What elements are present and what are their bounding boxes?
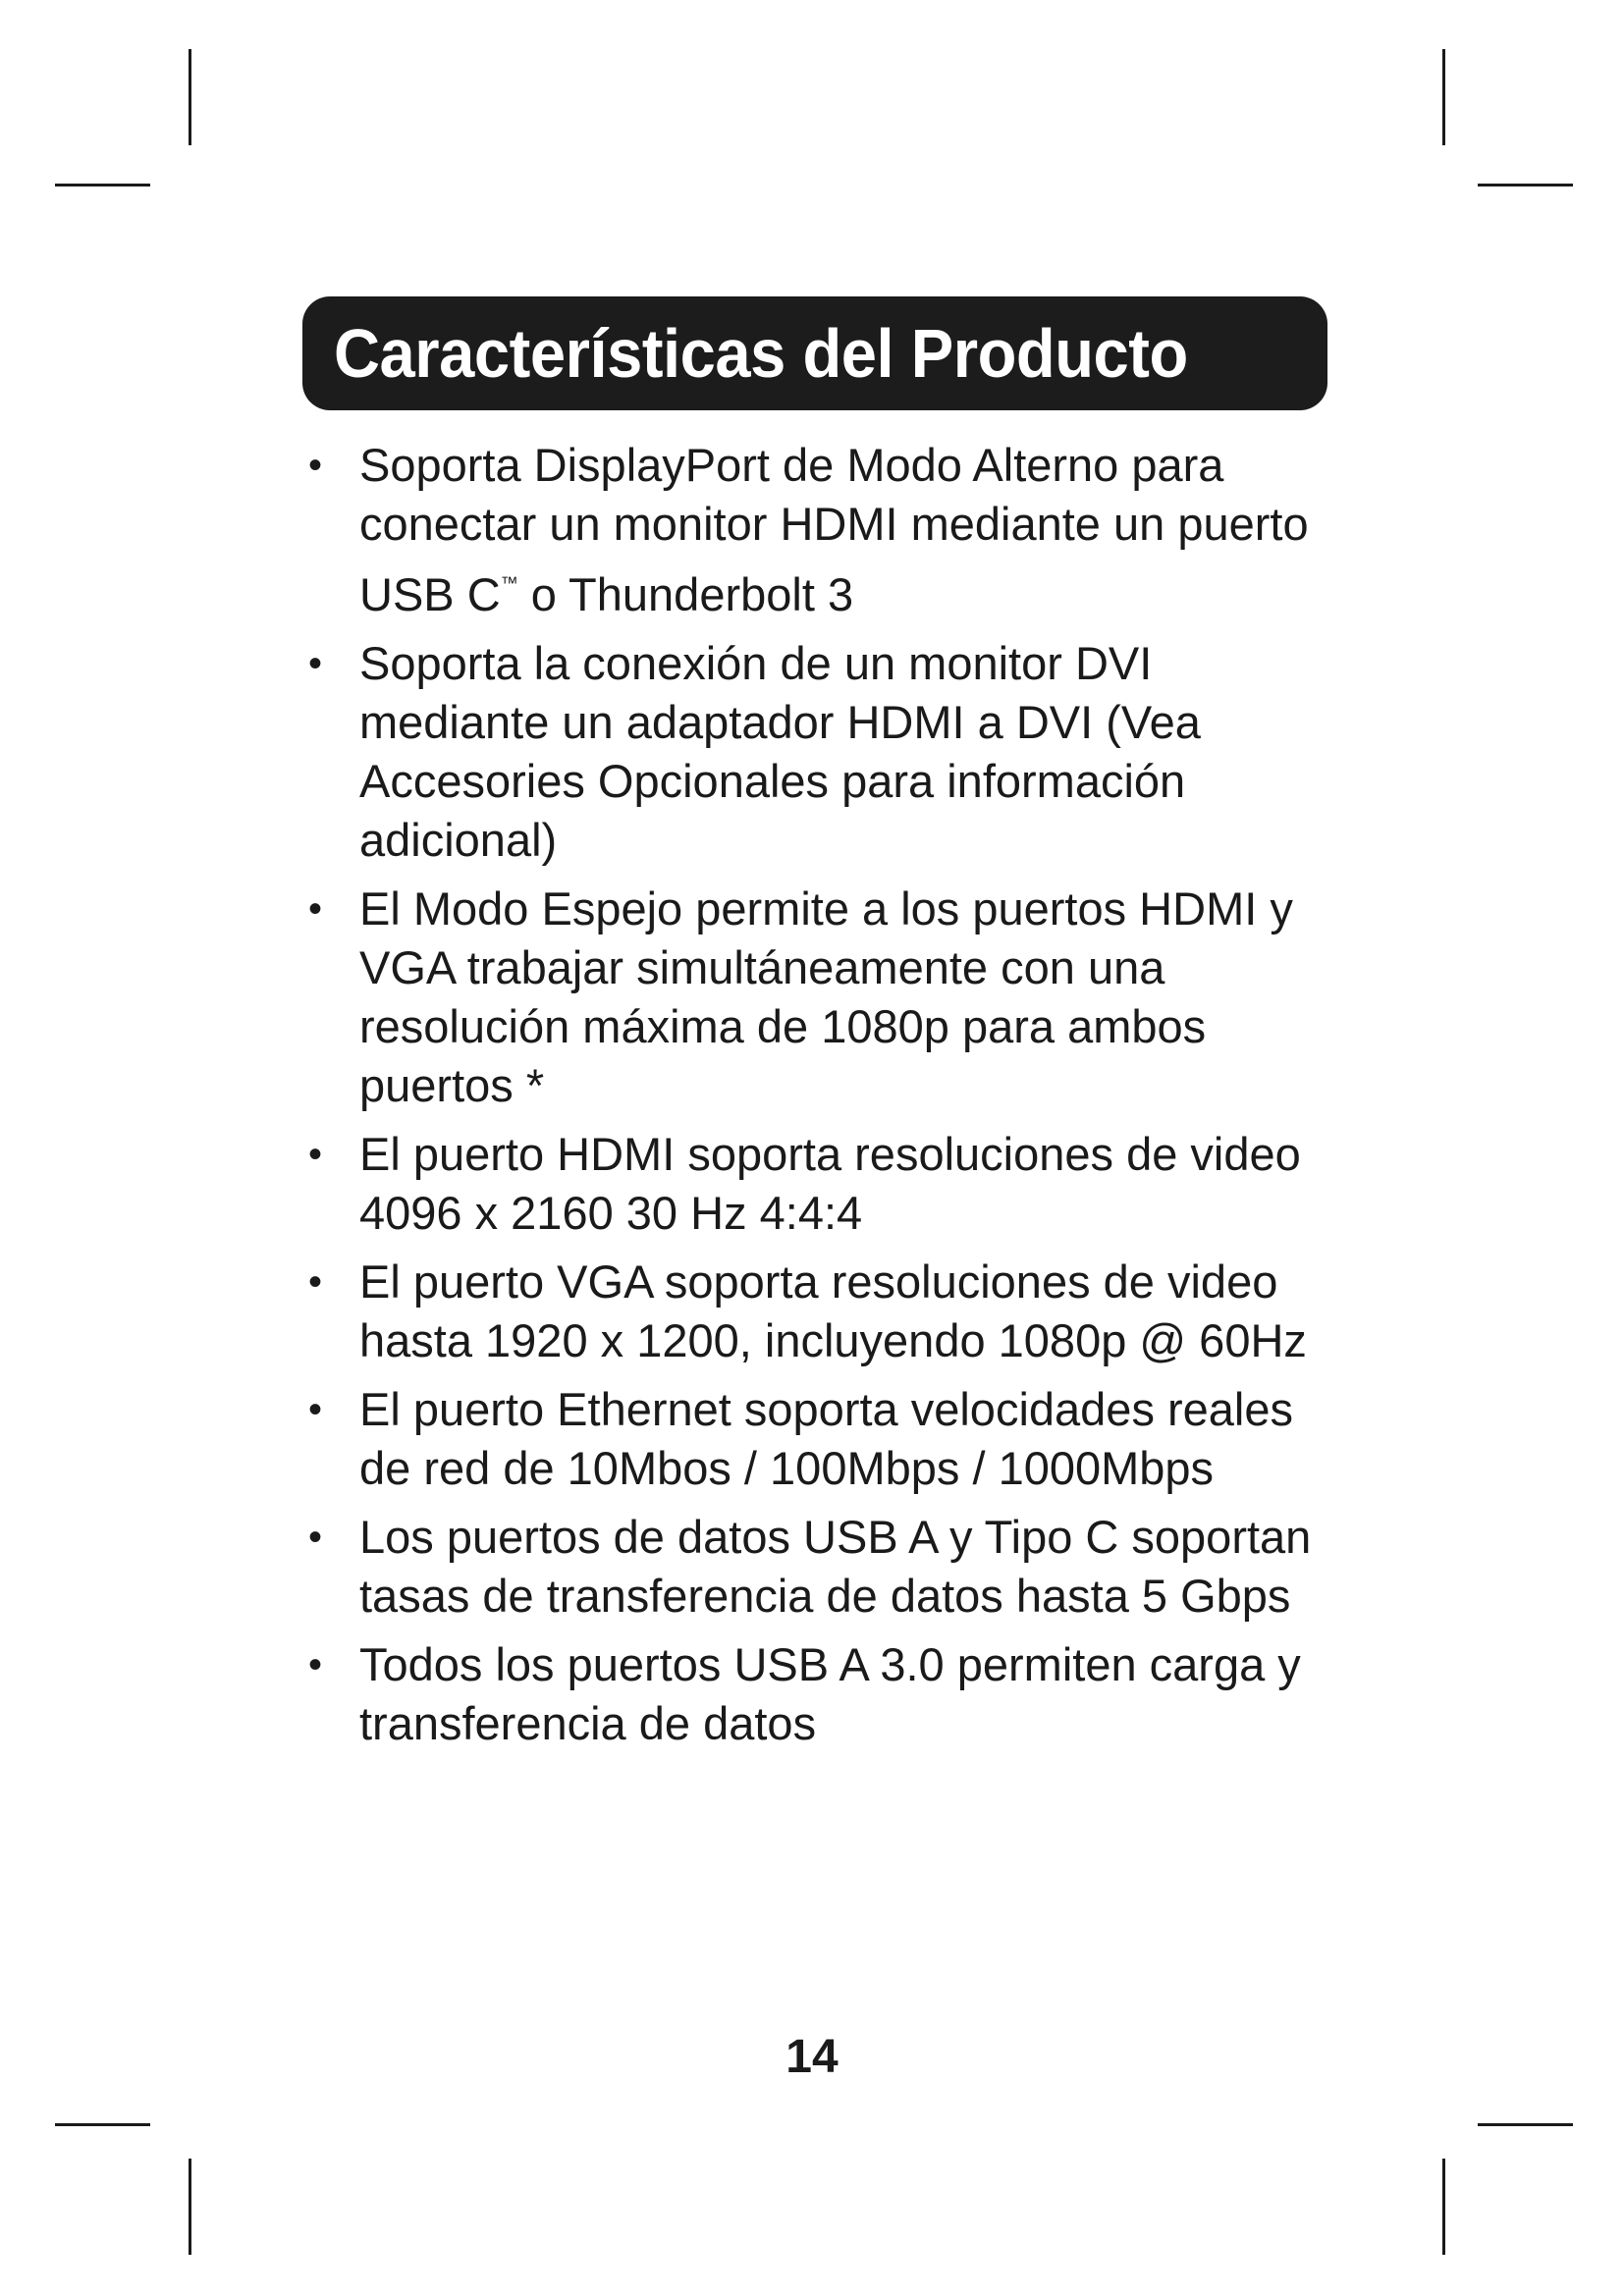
feature-text: Soporta la conexión de un monitor DVI mediante un adaptador HDMI a DVI (Vea Accesories Opcionales para información adicional) (359, 637, 1201, 866)
page-number: 14 (785, 2031, 839, 2083)
feature-item-4 (304, 1125, 1345, 1243)
feature-text: Soporta DisplayPort de Modo Alterno para conectar un monitor HDMI mediante un puerto USB C (359, 439, 1309, 620)
bullet-icon: • (308, 1133, 323, 1176)
feature-text: El puerto HDMI soporta resoluciones de video 4096 x 2160 30 Hz 4:4:4 (359, 1128, 1301, 1239)
feature-item-1 (304, 436, 1345, 624)
crop-mark-top-left-vertical (189, 49, 191, 145)
trademark-symbol: ™ (500, 573, 518, 593)
bullet-icon: • (308, 1388, 323, 1431)
feature-text: El puerto Ethernet soporta velocidades reales de red de 10Mbos / 100Mbps / 1000Mbps (359, 1383, 1294, 1494)
crop-mark-bottom-left-horizontal (55, 2123, 150, 2126)
feature-item-5 (304, 1253, 1345, 1370)
crop-mark-top-right-horizontal (1478, 184, 1573, 187)
feature-text: El Modo Espejo permite a los puertos HDMI y VGA trabajar simultáneamente con una resolución máxima de 1080p para ambos puertos * (359, 882, 1293, 1111)
bullet-icon: • (308, 1516, 323, 1559)
feature-item-7 (304, 1508, 1345, 1626)
crop-mark-top-left-horizontal (55, 184, 150, 187)
feature-item-6 (304, 1380, 1345, 1498)
section-heading-bar (302, 296, 1327, 410)
bullet-icon: • (308, 1260, 323, 1304)
feature-list (304, 436, 1345, 1763)
bullet-icon: • (308, 444, 323, 487)
crop-mark-top-right-vertical (1442, 49, 1445, 145)
bullet-icon: • (308, 1643, 323, 1686)
feature-item-8 (304, 1635, 1345, 1753)
feature-item-2 (304, 634, 1345, 870)
bullet-icon: • (308, 642, 323, 685)
crop-mark-bottom-right-vertical (1442, 2159, 1445, 2255)
bullet-icon: • (308, 887, 323, 931)
feature-text: Todos los puertos USB A 3.0 permiten carga y transferencia de datos (359, 1638, 1301, 1749)
feature-text-continued: o Thunderbolt 3 (517, 568, 854, 620)
section-title: Características del Producto (334, 315, 1188, 392)
feature-text: El puerto VGA soporta resoluciones de video hasta 1920 x 1200, incluyendo 1080p @ 60Hz (359, 1255, 1307, 1366)
feature-item-3 (304, 880, 1345, 1115)
crop-mark-bottom-right-horizontal (1478, 2123, 1573, 2126)
feature-text: Los puertos de datos USB A y Tipo C soportan tasas de transferencia de datos hasta 5 Gbps (359, 1511, 1312, 1622)
crop-mark-bottom-left-vertical (189, 2159, 191, 2255)
